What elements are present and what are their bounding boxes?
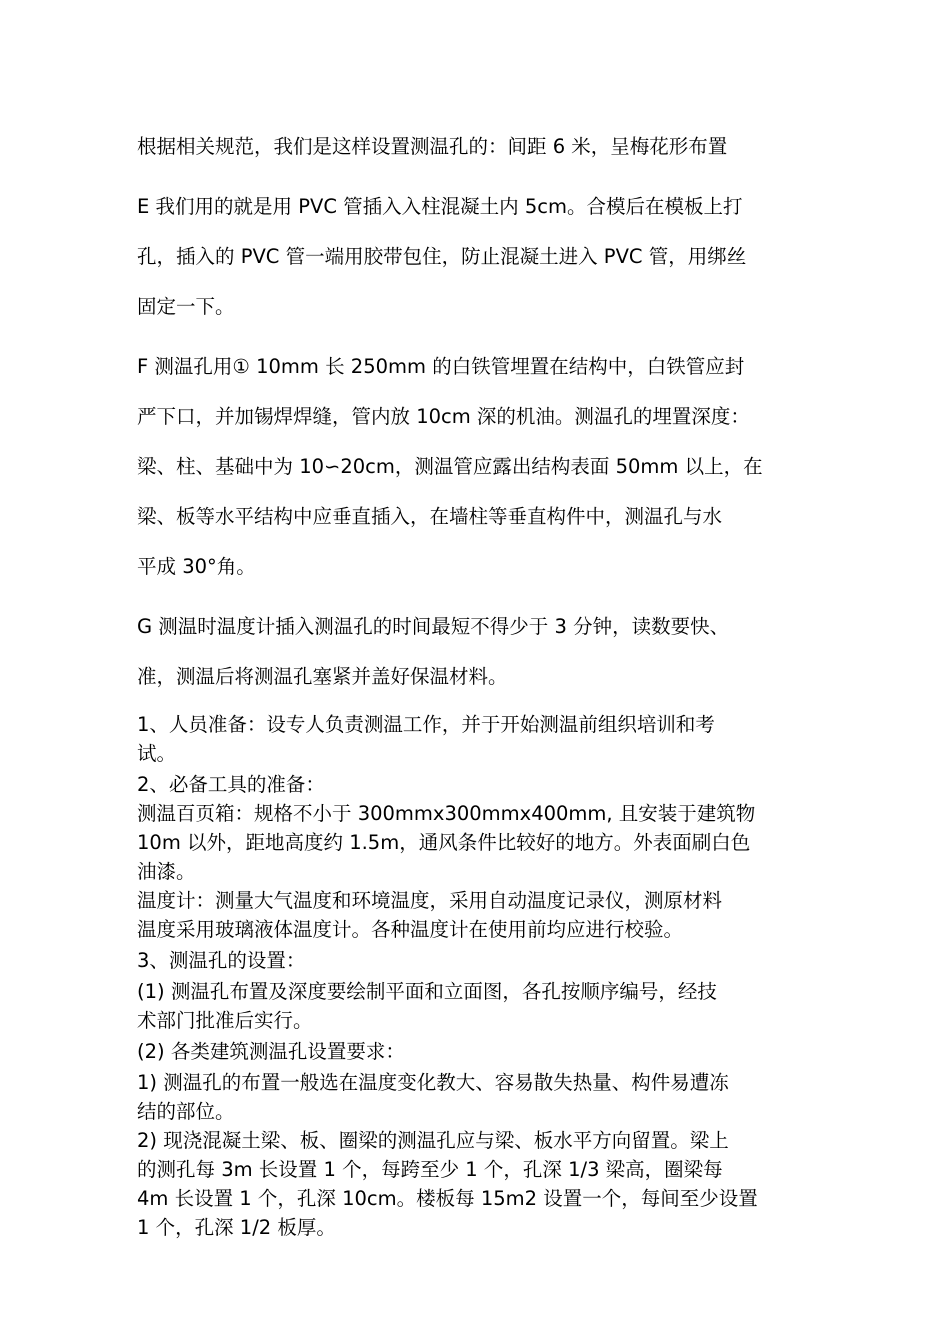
text-line: 梁、柱、基础中为 10∽20cm，测温管应露出结构表面 50mm 以上，在 [137,455,763,478]
text-line: 1 个，孔深 1/2 板厚。 [137,1216,336,1239]
text-line: 的测孔每 3m 长设置 1 个，每跨至少 1 个，孔深 1/3 梁高，圈梁每 [137,1158,723,1181]
paragraph-spacing-rule [137,122,827,172]
text-line: 温度计：测量大气温度和环境温度，采用自动温度记录仪，测原材料 [137,889,723,912]
text-line: 测温百页箱：规格不小于 300mmx300mmx400mm, 且安装于建筑物 [137,802,756,825]
text-line: 温度采用玻璃液体温度计。各种温度计在使用前均应进行校验。 [137,918,684,941]
item-3-2-1-placement [137,1068,827,1126]
tight-spaced-section [137,710,827,1242]
text-line: E 我们用的就是用 PVC 管插入入柱混凝土内 5cm。合模后在模板上打 [137,195,743,218]
paragraph-e-pvc-pipe [137,182,827,332]
text-line: G 测温时温度计插入测温孔的时间最短不得少于 3 分钟，读数要快、 [137,615,730,638]
paragraph-g-measure-time [137,602,827,702]
item-2-shelter-box [137,799,827,886]
item-1-personnel [137,710,827,768]
text-line: 1) 测温孔的布置一般选在温度变化教大、容易散失热量、构件易遭冻 [137,1071,729,1094]
text-line: 油漆。 [137,860,196,883]
text-line: 严下口，并加锡焊焊缝，管内放 10cm 深的机油。测温孔的埋置深度： [137,405,750,428]
item-2-title: 2、必备工具的准备： [137,773,325,796]
text-line: (1) 测温孔布置及深度要绘制平面和立面图，各孔按顺序编号，经技 [137,980,717,1003]
text-line: 结的部位。 [137,1100,235,1123]
item-3-1-layout [137,977,827,1035]
text-line: 根据相关规范，我们是这样设置测温孔的：间距 6 米，呈梅花形布置 [137,135,728,158]
text-line: (2) 各类建筑测温孔设置要求： [137,1040,405,1063]
text-line: 孔，插入的 PVC 管一端用胶带包住，防止混凝土进入 PVC 管，用绑丝 [137,245,747,268]
text-line: 2) 现浇混凝土梁、板、圈梁的测温孔应与梁、板水平方向留置。梁上 [137,1129,729,1152]
text-line: F 测温孔用① 10mm 长 250mm 的白铁管埋置在结构中，白铁管应封 [137,355,745,378]
item-3-title: 3、测温孔的设置： [137,949,306,972]
text-line: 平成 30°角。 [137,555,256,578]
paragraph-f-hole-depth [137,342,827,592]
text-line: 梁、板等水平结构中应垂直插入，在墙柱等垂直构件中，测温孔与水 [137,505,723,528]
text-line: 1、人员准备：设专人负责测温工作，并于开始测温前组织培训和考 [137,713,715,736]
item-3-2-requirements [137,1037,827,1066]
wide-spaced-section [137,122,827,702]
text-line: 术部门批准后实行。 [137,1009,313,1032]
text-line: 10m 以外，距地高度约 1.5m，通风条件比较好的地方。外表面刷白色 [137,831,751,854]
item-2-thermometer [137,886,827,944]
item-3-2-2-beams-slabs [137,1126,827,1242]
text-line: 准，测温后将测温孔塞紧并盖好保温材料。 [137,665,508,688]
text-line: 试。 [137,742,177,765]
text-line: 4m 长设置 1 个，孔深 10cm。楼板每 15m2 设置一个，每间至少设置 [137,1187,758,1210]
text-line: 固定一下。 [137,295,235,318]
document-page [137,122,827,1242]
